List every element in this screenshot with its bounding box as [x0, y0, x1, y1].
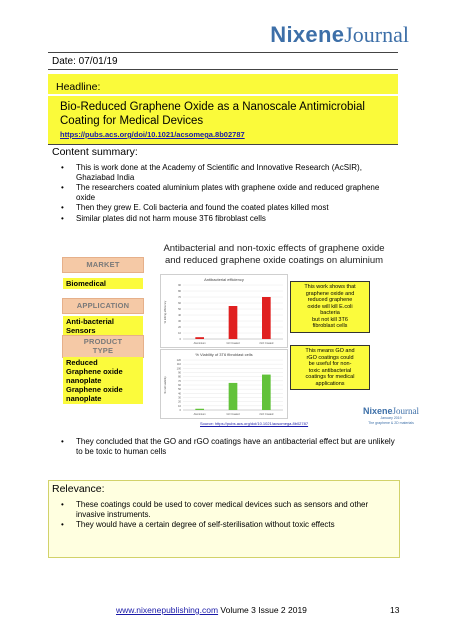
application-value-line1: Anti-bacterial: [66, 317, 114, 326]
product-value-line: nanoplate: [66, 394, 102, 403]
product-type-box: [62, 335, 144, 358]
bar: [229, 306, 238, 339]
finding-note-line: bacteria: [320, 310, 340, 316]
y-tick-label: 50: [178, 388, 181, 392]
application-value: [63, 316, 143, 336]
market-value: Biomedical: [63, 278, 143, 289]
mini-logo-word2: Journal: [392, 406, 419, 416]
y-tick-label: 10: [178, 404, 181, 408]
relevance-bullet: • They would have a certain degree of self-sterilisation without toxic effects: [52, 520, 392, 530]
article-date: Date: 07/01/19: [52, 56, 118, 67]
mini-logo-caption1: January 2019: [380, 416, 402, 420]
summary-bullet: • This is work done at the Academy of Scientific and Innovative Research (AcSIR), Ghaziabad India: [52, 163, 397, 182]
x-tick-label: rGO Coated: [259, 342, 274, 345]
headline-label-bar: [48, 74, 398, 94]
y-tick-label: 80: [178, 375, 181, 379]
implication-note: [290, 345, 370, 390]
product-type-label-line1: PRODUCT: [83, 337, 123, 346]
implication-note-line: coatings for medical: [305, 374, 355, 380]
finding-note-line: oxide will kill E.coli: [307, 303, 353, 310]
mini-journal-logo: [356, 406, 426, 425]
bar: [262, 375, 271, 410]
y-tick-label: 100: [176, 367, 181, 371]
logo-word-nixene: Nixene: [270, 22, 345, 47]
summary-rule: [48, 144, 398, 145]
page-number: 13: [390, 605, 400, 615]
application-value-line2: Sensors: [66, 326, 96, 335]
implication-note-line: toxic antibacterial: [308, 367, 352, 374]
panel-source-link[interactable]: Source: https://pubs.acs.org/doi/10.1021/acsomega.8b02787: [200, 421, 309, 426]
y-tick-label: 60: [178, 384, 181, 387]
x-tick-label: Aluminium: [193, 413, 206, 416]
y-tick-label: 60: [178, 302, 181, 305]
viability-chart: [160, 349, 288, 419]
chart-title: % Viability of 3T6 fibroblast cells: [195, 352, 253, 357]
y-tick-label: 70: [178, 379, 181, 383]
headline-label: Headline:: [56, 81, 101, 93]
conclusion-bullet: • They concluded that the GO and rGO coatings have an antibacterial effect but are unlikely to be toxic to human cells: [52, 437, 397, 456]
y-tick-label: 50: [178, 308, 181, 311]
mini-logo-word1: Nixene: [362, 406, 393, 416]
application-label: APPLICATION: [63, 299, 143, 313]
viability-chart-svg: [161, 350, 287, 418]
mini-logo-caption2: The graphene & 2D materials: [368, 420, 414, 425]
y-axis-label: % killing efficiency: [163, 300, 167, 324]
implication-note-line: be useful for non-: [308, 361, 352, 367]
implication-note-line: applications: [315, 380, 345, 387]
x-tick-label: GO Coated: [226, 413, 240, 416]
product-type-label: [63, 336, 143, 357]
y-tick-label: 70: [178, 296, 181, 299]
article-title-line2: Coating for Medical Devices: [60, 115, 204, 127]
antibacterial-chart-svg: [161, 275, 287, 347]
y-tick-label: 10: [178, 332, 181, 335]
bar: [195, 337, 204, 339]
finding-note-line: fibroblast cells: [312, 323, 348, 329]
article-title-line1: Bio-Reduced Graphene Oxide as a Nanoscale Antimicrobial: [60, 101, 365, 113]
summary-bullet: • Similar plates did not harm mouse 3T6 fibroblast cells: [52, 214, 397, 224]
panel-title-line1: Antibacterial and non-toxic effects of graphene oxide: [163, 243, 385, 254]
relevance-label: Relevance:: [52, 483, 105, 495]
bar: [195, 409, 204, 410]
y-tick-label: 20: [178, 326, 181, 329]
footer-publication: [116, 605, 307, 615]
antibacterial-chart: [160, 274, 288, 348]
implication-note-line: rGO coatings could: [306, 354, 354, 361]
x-tick-label: rGO Coated: [259, 413, 274, 416]
y-tick-label: 110: [176, 363, 181, 367]
y-tick-label: 0: [179, 409, 181, 412]
x-tick-label: GO Coated: [226, 342, 240, 345]
finding-note-line: graphene oxide and: [305, 290, 355, 297]
y-tick-label: 20: [178, 400, 181, 404]
y-tick-label: 30: [178, 396, 181, 400]
product-type-label-line2: TYPE: [92, 346, 114, 355]
finding-note-line: This work shows that: [304, 284, 356, 290]
y-tick-label: 30: [178, 320, 181, 323]
y-tick-label: 80: [178, 290, 181, 293]
y-tick-label: 120: [176, 359, 181, 362]
relevance-bullet: • These coatings could be used to cover medical devices such as sensors and other invasive instruments.: [52, 500, 392, 519]
market-box: [62, 257, 144, 273]
logo-word-journal: Journal: [344, 22, 409, 47]
product-value-line: Reduced: [66, 358, 98, 367]
summary-bullet: • The researchers coated aluminium plates with graphene oxide and reduced graphene oxide: [52, 183, 397, 202]
journal-logo: [270, 22, 409, 48]
y-tick-label: 90: [178, 284, 181, 287]
implication-note-line: This means GO and: [305, 348, 355, 354]
content-summary-label: Content summary:: [52, 146, 138, 158]
y-tick-label: 0: [179, 338, 181, 341]
bar: [229, 383, 238, 410]
conclusion-list: [52, 437, 397, 457]
y-axis-label: % cell viability: [163, 376, 167, 394]
article-doi-link[interactable]: https://pubs.acs.org/doi/10.1021/acsomega.8b02787: [60, 130, 245, 139]
finding-note-line: reduced graphene: [307, 297, 353, 303]
product-value-line: Graphene oxide: [66, 367, 123, 376]
y-tick-label: 90: [178, 371, 181, 375]
y-tick-label: 40: [178, 392, 181, 396]
summary-list: [52, 163, 397, 224]
y-tick-label: 40: [178, 314, 181, 317]
product-type-value: [63, 357, 143, 404]
product-value-line: Graphene oxide: [66, 385, 123, 394]
footer-website-link[interactable]: www.nixenepublishing.com: [116, 605, 219, 615]
application-box: [62, 298, 144, 314]
chart-title: Antibacterial efficiency: [204, 277, 244, 282]
product-value-line: nanoplate: [66, 376, 102, 385]
footer-issue: Volume 3 Issue 2 2019: [218, 605, 307, 615]
summary-bullet: • Then they grew E. Coli bacteria and found the coated plates killed most: [52, 203, 397, 213]
panel-title-line2: and reduced graphene oxide coatings on aluminium: [164, 255, 384, 266]
finding-note: [290, 281, 370, 333]
date-bottom-rule: [48, 69, 398, 70]
market-label: MARKET: [63, 258, 143, 272]
panel-title: [144, 243, 404, 267]
finding-note-line: but not kill 3T6: [312, 316, 348, 323]
bar: [262, 297, 271, 339]
relevance-list: [52, 500, 392, 531]
date-top-rule: [48, 52, 398, 53]
article-title: [60, 100, 390, 128]
x-tick-label: Aluminium: [193, 342, 206, 345]
